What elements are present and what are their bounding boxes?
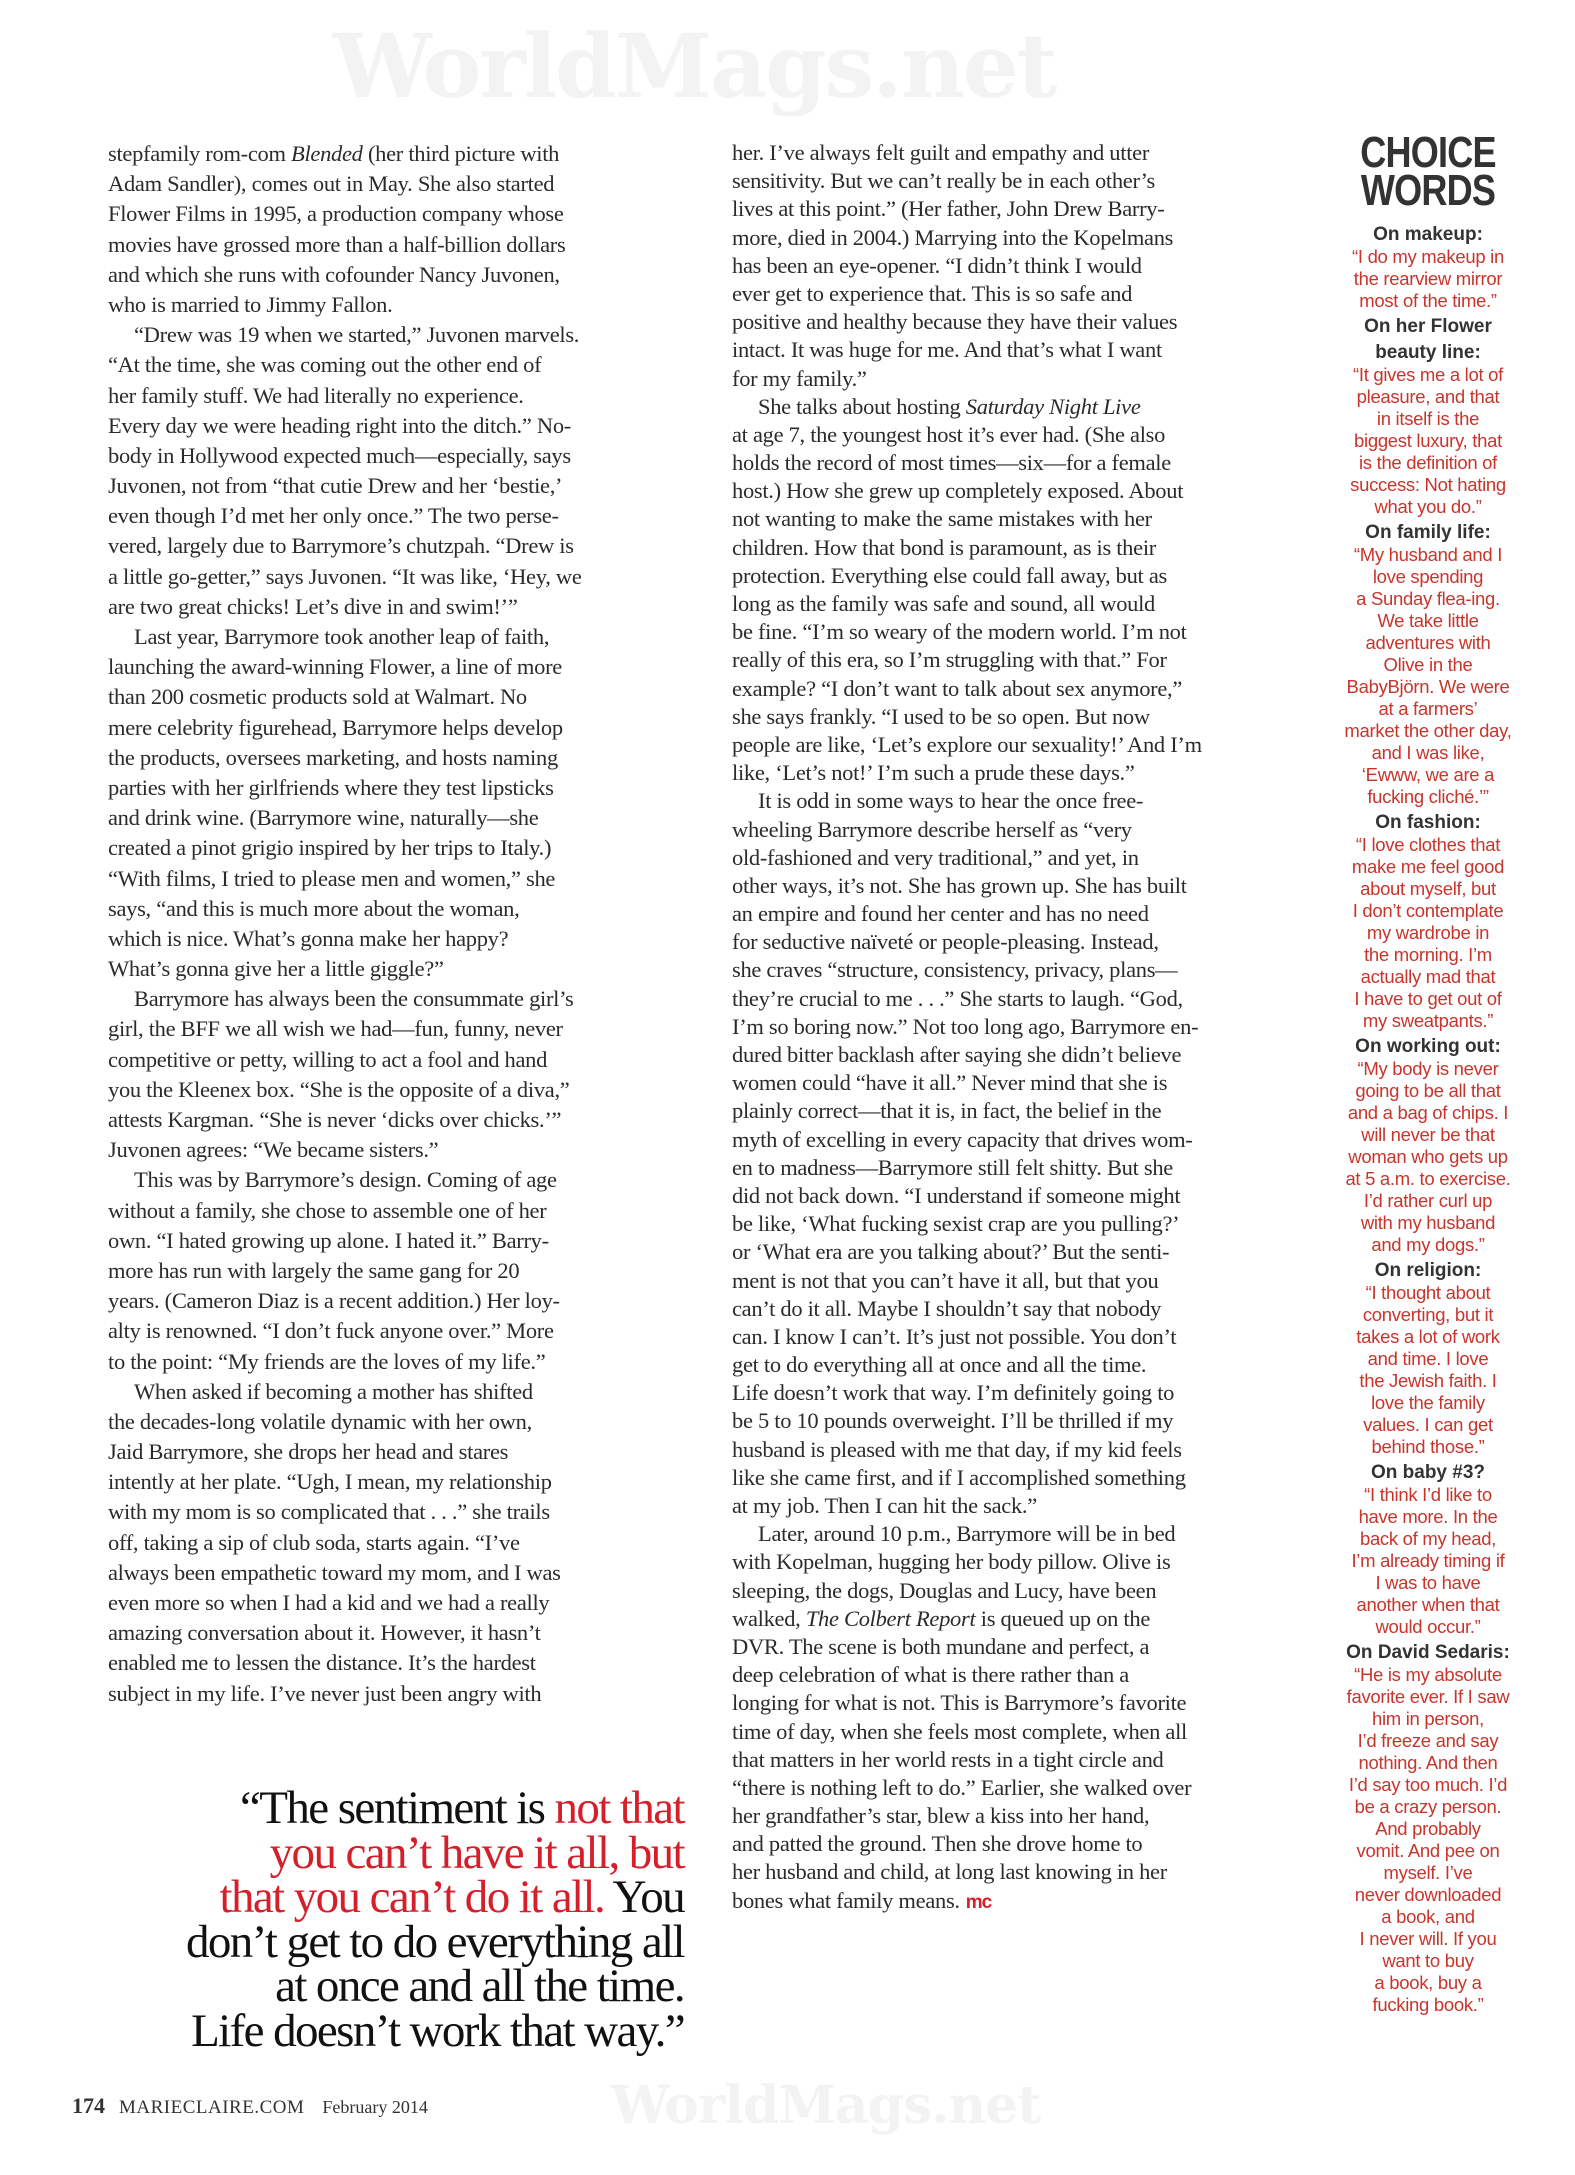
sidebar-heading: On David Sedaris: (1346, 1642, 1510, 1663)
pull-quote-line (60, 1782, 684, 1834)
body-text-line: Every day we were heading right into the ditch.” No- (108, 412, 571, 438)
sidebar-quote-line: my wardrobe in (1366, 922, 1490, 943)
sidebar-quote-line: “I love clothes that (1355, 834, 1501, 855)
body-text-line: for my family.” (732, 365, 867, 391)
sidebar-quote-line: actually mad that (1360, 966, 1496, 987)
sidebar-quote-line: make me feel good (1351, 856, 1505, 877)
body-text-line: or ‘What era are you talking about?’ But the senti- (732, 1239, 1170, 1265)
body-text-line: “there is nothing left to do.” Earlier, she walked over (732, 1774, 1192, 1800)
sidebar-title-line: CHOICE (1360, 128, 1496, 177)
page-footer (72, 2093, 428, 2119)
body-text-line: ever get to experience that. This is so safe and (732, 280, 1133, 306)
body-text-line: old-fashioned and very traditional,” and yet, in (732, 844, 1139, 870)
sidebar-quote-line: I never will. If you (1359, 1928, 1497, 1949)
body-text-line: She talks about hosting Saturday Night Live (758, 393, 1141, 419)
body-text-line: a little go-getter,” says Juvonen. “It was like, ‘Hey, we (108, 563, 582, 589)
sidebar-heading: beauty line: (1375, 342, 1481, 363)
sidebar-quote-line: nothing. And then (1358, 1752, 1498, 1773)
sidebar-heading: On working out: (1355, 1036, 1501, 1057)
sidebar-quote-line: “My body is never (1357, 1058, 1499, 1079)
body-text-line: even more so when I had a kid and we had a really (108, 1590, 550, 1615)
body-text-line: intently at her plate. “Ugh, I mean, my relationship (108, 1469, 552, 1495)
pull-quote (60, 1782, 684, 2057)
sidebar-quote-line: “I think I’d like to (1364, 1484, 1492, 1505)
sidebar-quote-line: a Sunday flea-ing. (1356, 588, 1500, 609)
body-text-line: example? “I don’t want to talk about sex anymore,” (732, 675, 1183, 701)
body-text-line: DVR. The scene is both mundane and perfect, a (732, 1633, 1150, 1659)
body-text-line: body in Hollywood expected much—especially, says (108, 442, 571, 468)
sidebar-quote-line: my sweatpants.” (1362, 1010, 1494, 1031)
body-text-line: host.) How she grew up completely exposed. About (732, 478, 1184, 504)
sidebar-quote-line: back of my head, (1359, 1528, 1497, 1549)
body-text-line: like she came first, and if I accomplished something (732, 1464, 1186, 1490)
sidebar-quote-line: and my dogs.” (1371, 1234, 1485, 1255)
body-text-line: Adam Sandler), comes out in May. She also started (108, 171, 555, 197)
sidebar-heading: On her Flower (1364, 316, 1492, 337)
body-text-line: says, “and this is much more about the woman, (108, 895, 520, 921)
body-text-line: “At the time, she was coming out the other end of (108, 352, 542, 378)
body-text-line: be like, ‘What fucking sexist crap are you pulling?’ (732, 1211, 1180, 1237)
issue-date: February 2014 (322, 2097, 428, 2117)
sidebar-quote-line: takes a lot of work (1356, 1326, 1500, 1347)
sidebar-sections (1322, 224, 1534, 2016)
body-text-line: her grandfather’s star, blew a kiss into her hand, (732, 1803, 1150, 1829)
body-text-line: which is nice. What’s gonna make her happy? (108, 925, 509, 951)
body-text-line: years. (Cameron Diaz is a recent addition.) Her loy- (108, 1288, 560, 1314)
italic-title: Saturday Night Live (965, 393, 1141, 419)
sidebar-quote-line: “I thought about (1365, 1282, 1491, 1303)
sidebar-quote-line: love spending (1372, 566, 1484, 587)
sidebar-quote-line: values. I can get (1363, 1414, 1493, 1435)
body-text-line: longing for what is not. This is Barrymore’s favorite (732, 1690, 1187, 1716)
sidebar-quote-line: and a bag of chips. I (1347, 1102, 1509, 1123)
pull-quote-line (60, 1871, 684, 1923)
sidebar-quote-line: what you do.” (1374, 496, 1482, 517)
body-text-line: mere celebrity figurehead, Barrymore helps develop (108, 714, 563, 740)
body-text-line: long as the family was safe and sound, all would (732, 591, 1156, 616)
body-text-line: for seductive naïveté or people-pleasing. Instead, (732, 929, 1159, 955)
page-number: 174 (72, 2093, 105, 2118)
body-text-line: plainly correct—that it is, in fact, the belief in the (732, 1098, 1162, 1124)
body-text-line: you the Kleenex box. “She is the opposite of a diva,” (108, 1076, 570, 1102)
sidebar-quote-line: I don’t contemplate (1352, 900, 1504, 921)
sidebar-quote-line: the Jewish faith. I (1359, 1370, 1497, 1391)
body-text-line: time of day, when she feels most complete, when all (732, 1718, 1187, 1744)
body-text-line: like, ‘Let’s not!’ I’m such a prude these days.” (732, 760, 1135, 786)
body-text-line: even though I’d met her only once.” The two perse- (108, 503, 559, 529)
sidebar-quote-line: biggest luxury, that (1354, 430, 1502, 451)
body-text-line: sensitivity. But we can’t really be in each other’s (732, 168, 1155, 194)
body-text-line: more, died in 2004.) Marrying into the Kopelmans (732, 224, 1174, 250)
sidebar-quote-line: at 5 a.m. to exercise. (1345, 1168, 1511, 1189)
sidebar-quote-line: want to buy (1382, 1950, 1474, 1971)
sidebar-quote-line: and time. I love (1367, 1348, 1489, 1369)
body-text-line: she says frankly. “I used to be so open. But now (732, 703, 1150, 729)
body-text-line: holds the record of most times—six—for a female (732, 450, 1171, 476)
body-text-line: ment is not that you can’t have it all, but that you (732, 1267, 1159, 1293)
body-text-line: “Drew was 19 when we started,” Juvonen marvels. (134, 322, 580, 348)
sidebar-section (1322, 522, 1534, 808)
sidebar-quote-line: most of the time.” (1359, 290, 1497, 311)
sidebar-quote-line: I have to get out of (1354, 988, 1502, 1009)
body-text-line: be 5 to 10 pounds overweight. I’ll be thrilled if my (732, 1408, 1174, 1434)
sidebar-heading: On fashion: (1375, 812, 1481, 833)
sidebar-quote-line: with my husband (1360, 1212, 1496, 1233)
body-text-line: subject in my life. I’ve never just been angry with (108, 1680, 542, 1706)
body-text-line: myth of excelling in every capacity that drives wom- (732, 1126, 1193, 1152)
site-name: MARIECLAIRE.COM (119, 2097, 305, 2118)
sidebar-quote-line: love the family (1371, 1392, 1485, 1413)
body-text-line: with Kopelman, hugging her body pillow. Olive is (732, 1549, 1171, 1575)
body-text-line: Life doesn’t work that way. I’m definitely going to (732, 1380, 1175, 1406)
sidebar-quote-line: fucking book.” (1372, 1994, 1484, 2015)
body-text-line: to the point: “My friends are the loves of my life.” (108, 1348, 546, 1374)
body-text-line: Last year, Barrymore took another leap of faith, (134, 624, 550, 649)
sidebar-quote-line: I’d rather curl up (1363, 1190, 1493, 1211)
body-text-line: did not back down. “I understand if someone might (732, 1182, 1181, 1208)
sidebar-quote-line: pleasure, and that (1356, 386, 1500, 407)
sidebar-quote-line: behind those.” (1371, 1436, 1485, 1457)
sidebar-quote-line: another when that (1356, 1594, 1500, 1615)
body-text-line: vered, largely due to Barrymore’s chutzpah. “Drew is (108, 533, 574, 559)
body-text-line: wheeling Barrymore describe herself as “very (732, 816, 1132, 842)
sidebar-quote-line: I’m already timing if (1351, 1550, 1505, 1571)
body-text-line: always been empathetic toward my mom, and I was (108, 1559, 561, 1585)
body-text-line: her husband and child, at long last knowing in her (732, 1859, 1167, 1885)
body-text-line: intact. It was huge for me. And that’s what I want (732, 337, 1162, 363)
body-text-line: be fine. “I’m so weary of the modern world. I’m not (732, 619, 1187, 645)
sidebar-section (1322, 1260, 1534, 1458)
sidebar-quote-line: and I was like, (1371, 742, 1485, 763)
sidebar-section (1322, 316, 1534, 518)
sidebar-quote-line: favorite ever. If I saw (1346, 1686, 1510, 1707)
body-text-line: enabled me to lessen the distance. It’s the hardest (108, 1650, 536, 1676)
body-text-line: movies have grossed more than a half-billion dollars (108, 231, 566, 257)
watermark-top: WorldMags.net (333, 14, 1056, 118)
body-text-line: Barrymore has always been the consummate girl’s (134, 986, 574, 1012)
marie-claire-end-mark: mc (965, 1891, 992, 1913)
sidebar-quote-line: Olive in the (1383, 654, 1473, 675)
sidebar-quote-line: going to be all that (1355, 1080, 1501, 1101)
sidebar-quote-line: market the other day, (1344, 720, 1512, 741)
pull-quote-highlight: that you can’t do it all. (219, 1871, 605, 1923)
sidebar-quote-line: at a farmers’ (1378, 698, 1478, 719)
sidebar-section (1322, 1462, 1534, 1638)
body-text-line: women could “have it all.” Never mind that she is (732, 1070, 1168, 1096)
sidebar-quote-line: “It gives me a lot of (1353, 364, 1503, 385)
pull-quote-line: at once and all the time. (275, 1960, 684, 2012)
sidebar-quote-line: in itself is the (1376, 408, 1480, 429)
sidebar-quote-line: vomit. And pee on (1356, 1840, 1500, 1861)
sidebar-quote-line: a book, buy a (1374, 1972, 1482, 1993)
body-text-line: more has run with largely the same gang for 20 (108, 1257, 520, 1283)
sidebar-quote-line: is the definition of (1359, 452, 1497, 473)
body-text-line: protection. Everything else could fall away, but as (732, 562, 1167, 588)
body-text-line: Juvonen agrees: “We became sisters.” (108, 1137, 439, 1163)
body-text-line: people are like, ‘Let’s explore our sexuality!’ And I’m (732, 731, 1202, 757)
pull-quote-line: Life doesn’t work that way.” (191, 2004, 684, 2057)
pull-quote-line: you can’t have it all, but (269, 1826, 684, 1879)
sidebar-quote-line: him in person, (1372, 1708, 1484, 1729)
body-text-line: It is odd in some ways to hear the once free- (758, 788, 1144, 814)
body-text-line: parties with her girlfriends where they test lipsticks (108, 774, 554, 800)
sidebar-heading: On makeup: (1373, 224, 1483, 245)
sidebar-quote-line: “I do my makeup in (1352, 246, 1504, 267)
body-text-line: children. How that bond is paramount, as is their (732, 534, 1156, 560)
body-text-line: her. I’ve always felt guilt and empathy and utter (732, 140, 1150, 165)
sidebar-heading: On family life: (1365, 522, 1491, 543)
sidebar-quote-line: I’d say too much. I’d (1348, 1774, 1508, 1795)
body-text-line: husband is pleased with me that day, if my kid feels (732, 1436, 1182, 1462)
body-text-line: can. I know I can’t. It’s just not possible. You don’t (732, 1323, 1177, 1349)
body-text-line: alty is renowned. “I don’t fuck anyone over.” More (108, 1318, 554, 1344)
pull-quote-text: “The sentiment is (240, 1782, 555, 1834)
body-text-line: Juvonen, not from “that cutie Drew and her ‘bestie,’ (108, 473, 563, 499)
sidebar-quote-line: the rearview mirror (1353, 268, 1503, 289)
body-text-line: than 200 cosmetic products sold at Walmart. No (108, 684, 527, 710)
sidebar-quote-line: adventures with (1365, 632, 1491, 653)
italic-title: Blended (291, 141, 363, 166)
body-text-line: attests Kargman. “She is never ‘dicks over chicks.’” (108, 1107, 562, 1132)
sidebar-quote-line: have more. In the (1358, 1506, 1498, 1527)
body-text-line: with my mom is so complicated that . . .” she trails (108, 1499, 550, 1525)
sidebar-quote-line: success: Not hating (1350, 474, 1506, 495)
choice-words-sidebar (1322, 128, 1534, 2016)
article-column-1 (108, 139, 678, 1709)
body-text-line: sleeping, the dogs, Douglas and Lucy, have been (732, 1577, 1157, 1603)
body-text-line: off, taking a sip of club soda, starts again. “I’ve (108, 1529, 520, 1555)
sidebar-quote-line: We take little (1377, 610, 1479, 631)
sidebar-heading: On religion: (1374, 1260, 1482, 1281)
body-text-line: can’t do it all. Maybe I shouldn’t say that nobody (732, 1295, 1162, 1321)
body-text-line: stepfamily rom-com Blended (her third picture with (108, 141, 560, 166)
sidebar-quote-line: I was to have (1375, 1572, 1481, 1593)
sidebar-section (1322, 224, 1534, 312)
body-text-line: that matters in her world rests in a tight circle and (732, 1746, 1164, 1772)
body-text-line: positive and healthy because they have their values (732, 309, 1178, 335)
body-text-line: and patted the ground. Then she drove home to (732, 1831, 1143, 1857)
sidebar-quote-line: a book, and (1381, 1906, 1475, 1927)
body-text-line: When asked if becoming a mother has shifted (134, 1378, 533, 1404)
body-text-line: she craves “structure, consistency, privacy, plans— (732, 957, 1178, 983)
body-text-line: Jaid Barrymore, she drops her head and stares (108, 1439, 509, 1465)
body-text-line: Later, around 10 p.m., Barrymore will be in bed (758, 1521, 1176, 1547)
sidebar-quote-line: fucking cliché.’” (1367, 786, 1489, 807)
body-text-line: competitive or petty, willing to act a fool and hand (108, 1046, 548, 1072)
body-text-line: without a family, she chose to assemble one of her (108, 1197, 547, 1223)
pull-quote-highlight: not that (554, 1782, 684, 1834)
body-text-line: and which she runs with cofounder Nancy Juvonen, (108, 261, 560, 287)
body-text-line: launching the award-winning Flower, a line of more (108, 654, 562, 680)
sidebar-quote-line: ‘Ewww, we are a (1361, 764, 1495, 785)
sidebar-quote-line: “He is my absolute (1354, 1664, 1502, 1685)
body-text-line: en to madness—Barrymore still felt shitty. But she (732, 1154, 1173, 1180)
body-text-line: the decades-long volatile dynamic with her own, (108, 1408, 532, 1434)
italic-title: The Colbert Report (805, 1605, 976, 1631)
body-text-line: girl, the BFF we all wish we had—fun, funny, never (108, 1016, 563, 1042)
article-column-2 (732, 139, 1304, 1915)
body-text-line: I’m so boring now.” Not too long ago, Barrymore en- (732, 1013, 1199, 1039)
sidebar-quote-line: be a crazy person. (1354, 1796, 1502, 1817)
sidebar-quote-line: about myself, but (1360, 878, 1496, 899)
body-text-line: created a pinot grigio inspired by her trips to Italy.) (108, 835, 552, 861)
sidebar-section (1322, 812, 1534, 1032)
body-text-line: What’s gonna give her a little giggle?” (108, 956, 444, 982)
sidebar-title-line: WORDS (1360, 166, 1496, 215)
body-text-line: her family stuff. We had literally no experience. (108, 382, 524, 408)
sidebar-quote-line: “My husband and I (1353, 544, 1503, 565)
body-text-line: This was by Barrymore’s design. Coming of age (134, 1167, 557, 1193)
body-text-line: own. “I hated growing up alone. I hated it.” Barry- (108, 1227, 549, 1253)
sidebar-quote-line: will never be that (1361, 1124, 1495, 1145)
body-text-line: other ways, it’s not. She has grown up. She has built (732, 872, 1187, 898)
body-text-line: not wanting to make the same mistakes with her (732, 506, 1152, 532)
body-text-line: and drink wine. (Barrymore wine, naturally—she (108, 805, 539, 831)
pull-quote-text: You (604, 1871, 684, 1923)
sidebar-title (1341, 128, 1515, 215)
body-text-line: deep celebration of what is there rather than a (732, 1662, 1129, 1688)
body-text-line: get to do everything all at once and all the time. (732, 1352, 1147, 1378)
body-text-line: lives at this point.” (Her father, John Drew Barry- (732, 196, 1165, 222)
pull-quote-line: don’t get to do everything all (185, 1915, 684, 1968)
body-text-line: at age 7, the youngest host it’s ever had. (She also (732, 421, 1166, 447)
sidebar-quote-line: I’d freeze and say (1357, 1730, 1499, 1751)
sidebar-quote-line: converting, but it (1362, 1304, 1494, 1325)
sidebar-quote-line: would occur.” (1375, 1616, 1481, 1637)
body-text-line: really of this era, so I’m struggling with that.” For (732, 647, 1167, 673)
body-text-line: Flower Films in 1995, a production company whose (108, 201, 564, 227)
sidebar-quote-line: BabyBjörn. We were (1346, 676, 1510, 697)
body-text-line: bones what family means. mc (732, 1887, 992, 1913)
body-text-line: has been an eye-opener. “I didn’t think I would (732, 252, 1142, 278)
body-text-line: “With films, I tried to please men and women,” she (108, 865, 556, 891)
sidebar-heading: On baby #3? (1370, 1462, 1486, 1483)
sidebar-section (1322, 1642, 1534, 2016)
sidebar-quote-line: never downloaded (1354, 1884, 1502, 1905)
watermark-bottom: WorldMags.net (611, 2075, 1041, 2136)
sidebar-quote-line: woman who gets up (1348, 1146, 1508, 1167)
sidebar-quote-line: the morning. I’m (1364, 944, 1492, 965)
body-text-line: the products, oversees marketing, and hosts naming (108, 744, 558, 770)
body-text-line: who is married to Jimmy Fallon. (108, 291, 393, 317)
body-text-line: walked, The Colbert Report is queued up on the (732, 1605, 1151, 1631)
sidebar-section (1322, 1036, 1534, 1256)
sidebar-quote-line: And probably (1375, 1818, 1481, 1839)
body-text-line: an empire and found her center and has no need (732, 901, 1149, 927)
body-text-line: at my job. Then I can hit the sack.” (732, 1493, 1037, 1518)
body-text-line: they’re crucial to me . . .” She starts to laugh. “God, (732, 985, 1183, 1011)
sidebar-quote-line: myself. I’ve (1383, 1862, 1473, 1883)
body-text-line: dured bitter backlash after saying she didn’t believe (732, 1042, 1182, 1067)
body-text-line: amazing conversation about it. However, it hasn’t (108, 1620, 541, 1646)
body-text-line: are two great chicks! Let’s dive in and swim!’” (108, 593, 518, 619)
